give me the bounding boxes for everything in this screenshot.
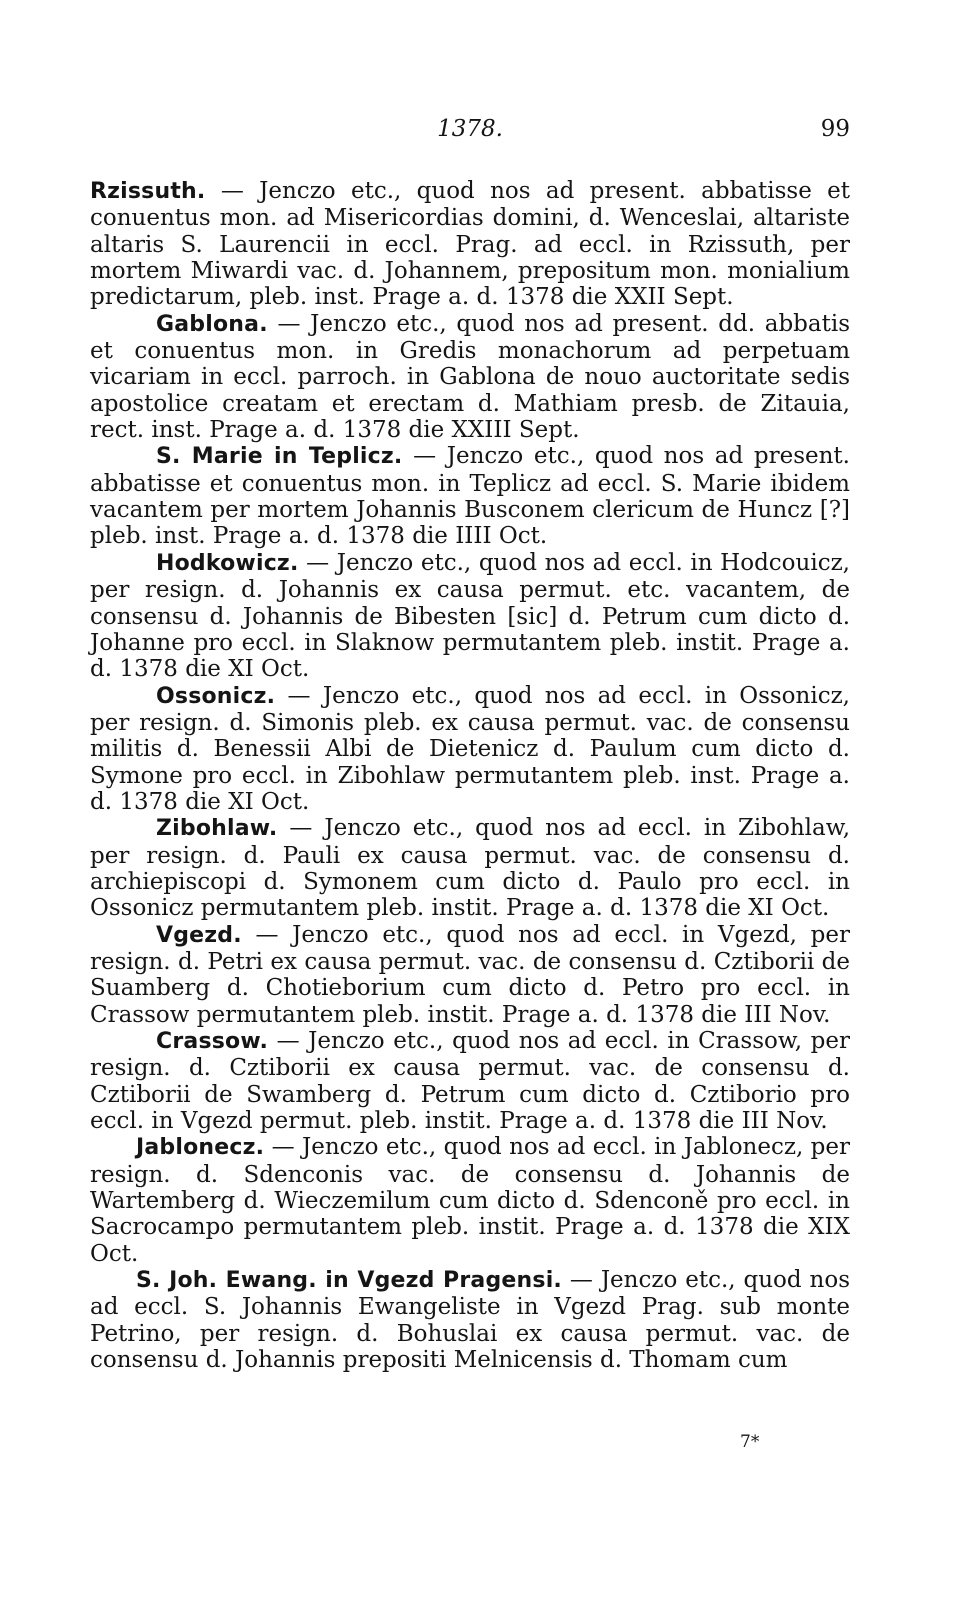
entry-heading: Gablona.	[156, 311, 268, 337]
entry-hodkowicz	[90, 550, 850, 683]
entry-heading: S. Marie in Teplicz.	[156, 444, 403, 470]
entry-s-joh-ewang-in-vgezd	[90, 1267, 850, 1373]
entry-crassow	[90, 1028, 850, 1134]
entry-ossonicz	[90, 683, 850, 816]
entry-text: — Jenczo etc., quod nos ad eccl. S. Johannis Ewangeliste in Vgezd Prag. sub monte Petrino, per resign. d. Bohuslai ex causa permut. vac. de consensu d. Johannis prepositi Melnicensis d. Thomam cum	[90, 1267, 850, 1374]
entry-zibohlaw	[90, 815, 850, 921]
entry-heading: Crassow.	[156, 1029, 269, 1054]
entry-gablona	[90, 311, 850, 444]
entry-heading: Rzissuth.	[90, 179, 206, 204]
entry-jablonecz	[90, 1134, 850, 1267]
entry-text: — Jenczo etc., quod nos ad eccl. in Ossonicz, per resign. d. Simonis pleb. ex causa permut. vac. de consensu militis d. Benessii Albi de Dietenicz d. Paulum cum dicto d. Symone pro eccl. in Zibohlaw permutantem pleb. inst. Prage a. d. 1378 die XI Oct.	[90, 682, 850, 815]
entry-heading: Vgezd.	[156, 922, 242, 948]
signature-mark: 7*	[740, 1432, 760, 1452]
entry-rzissuth	[90, 178, 850, 311]
entry-text: — Jenczo etc., quod nos ad present. dd. abbatis et conuentus mon. in Gredis monachorum ad perpetuam vicariam in eccl. parroch. in Gablona de nouo auctoritate sedis apostolice creatam et erectam d. Mathiam presb. de Zitauia, rect. inst. Prage a. d. 1378 die XXIII Sept.	[90, 310, 851, 444]
entry-heading: Zibohlaw.	[156, 816, 278, 842]
text-body	[90, 178, 850, 1373]
entry-text: — Jenczo etc., quod nos ad present. abbatisse et conuentus mon. in Teplicz ad eccl. S. Marie ibidem vacantem per mortem Johannis Busconem clericum de Huncz [?] pleb. inst. Prage a. d. 1378 die IIII Oct.	[90, 443, 850, 550]
entry-heading: Hodkowicz.	[156, 550, 299, 576]
entry-text: — Jenczo etc., quod nos ad eccl. in Zibohlaw, per resign. d. Pauli ex causa permut. vac. de consensu d. archiepiscopi d. Symonem cum dicto d. Paulo pro eccl. in Ossonicz permutantem pleb. instit. Prage a. d. 1378 die XI Oct.	[90, 815, 851, 922]
page-year-heading: 1378.	[437, 116, 503, 142]
entry-vgezd	[90, 922, 850, 1028]
entry-heading: S. Joh. Ewang. in Vgezd Pragensi.	[136, 1268, 562, 1294]
running-head	[90, 116, 850, 146]
entry-text: — Jenczo etc., quod nos ad present. abbatisse et conuentus mon. ad Misericordias domini, d. Wenceslai, altariste altaris S. Laurencii in eccl. Prag. ad eccl. in Rzissuth, per mortem Miwardi vac. d. Johannem, prepositum mon. monialium predictarum, pleb. inst. Prage a. d. 1378 die XXII Sept.	[90, 178, 851, 311]
entry-heading: Jablonecz.	[136, 1135, 265, 1161]
entry-text: — Jenczo etc., quod nos ad eccl. in Hodcouicz, per resign. d. Johannis ex causa permut. etc. vacantem, de consensu d. Johannis de Bibesten [sic] d. Petrum cum dicto d. Johanne pro eccl. in Slaknow permutantem pleb. instit. Prage a. d. 1378 die XI Oct.	[90, 549, 850, 683]
entry-text: — Jenczo etc., quod nos ad eccl. in Crassow, per resign. d. Cztiborii ex causa permut. vac. de consensu d. Cztiborii de Swamberg d. Petrum cum dicto d. Cztiborio pro eccl. in Vgezd permut. pleb. instit. Prage a. d. 1378 die III Nov.	[90, 1028, 850, 1135]
entry-text: — Jenczo etc., quod nos ad eccl. in Vgezd, per resign. d. Petri ex causa permut. vac. de consensu d. Cztiborii de Suamberg d. Chotieborium cum dicto d. Petro pro eccl. in Crassow permutantem pleb. instit. Prage a. d. 1378 die III Nov.	[90, 921, 850, 1028]
page-number: 99	[820, 116, 850, 142]
entry-heading: Ossonicz.	[156, 683, 276, 709]
entry-text: — Jenczo etc., quod nos ad eccl. in Jablonecz, per resign. d. Sdenconis vac. de consensu d. Johannis de Wartemberg d. Wieczemilum cum dicto d. Sdenconě pro eccl. in Sacrocampo permutantem pleb. instit. Prage a. d. 1378 die XIX Oct.	[90, 1134, 851, 1267]
entry-s-marie-in-teplicz	[90, 443, 850, 549]
